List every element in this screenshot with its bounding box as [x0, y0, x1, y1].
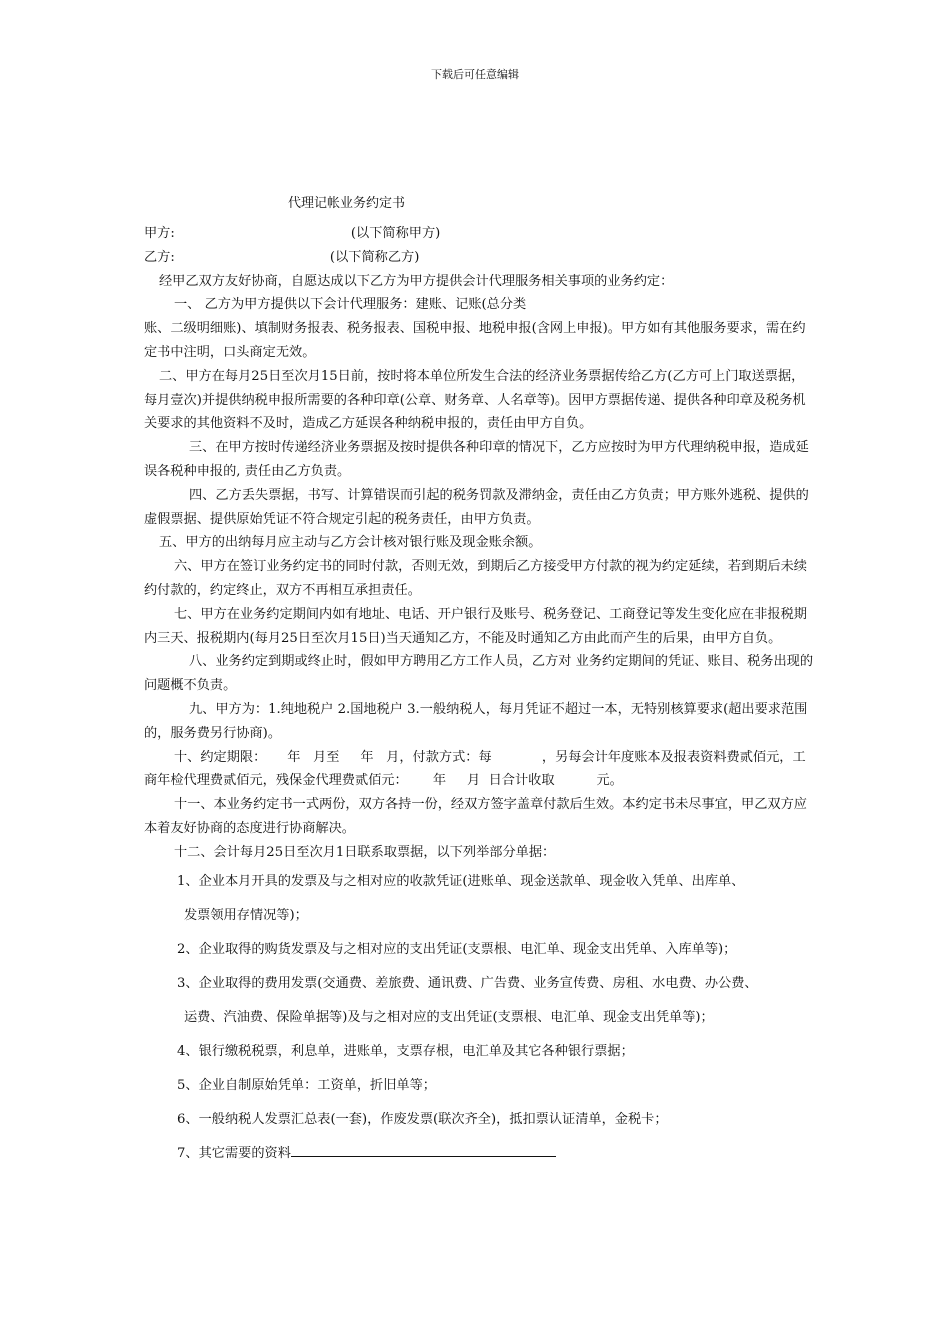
list-item: 4、银行缴税税票，利息单，进账单，支票存根，电汇单及其它各种银行票据； — [177, 1043, 634, 1059]
party-b-line: 乙方: (以下简称乙方) — [144, 249, 420, 265]
list-item-continuation: 运费、汽油费、保险单据等)及与之相对应的支出凭证(支票根、电汇单、现金支出凭单等)； — [184, 1009, 714, 1025]
page-header: 下载后可任意编辑 — [431, 68, 519, 81]
fill-in-underline — [291, 1144, 556, 1157]
clause-11: 十一、本业务约定书一式两份，双方各持一份，经双方签字盖章付款后生效。本约定书未尽事宜，甲乙双方应本着友好协商的态度进行协商解决。 — [144, 797, 807, 836]
clause-4: 四、乙方丢失票据，书写、计算错误而引起的税务罚款及滞纳金，责任由乙方负责；甲方账外逃税、提供的虚假票据、提供原始凭证不符合规定引起的税务责任，由甲方负责。 — [144, 487, 809, 527]
list-item-last — [144, 1137, 816, 1171]
clause-9: 九、甲方为：1.纯地税户 2.国地税户 3.一般纳税人，每月凭证不超过一本，无特别核算要求(超出要求范围的，服务费另行协商)。 — [144, 701, 808, 741]
clause-6: 六、甲方在签订业务约定书的同时付款，否则无效，到期后乙方接受甲方付款的视为约定延续，若到期后未续约付款的，约定终止，双方不再相互承担责任。 — [144, 559, 807, 598]
list-item-continuation: 发票领用存情况等)； — [184, 907, 308, 923]
clause-7: 七、甲方在业务约定期间内如有地址、电话、开户银行及账号、税务登记、工商登记等发生变化应在非报税期内三天、报税期内(每月25日至次月15日)当天通知乙方，不能及时通知乙方由此而产生的后果，由甲方自负。 — [144, 606, 807, 646]
clause-12: 十二、会计每月25日至次月1日联系取票据，以下列举部分单据： — [174, 844, 556, 860]
intro-paragraph: 经甲乙双方友好协商，自愿达成以下乙方为甲方提供会计代理服务相关事项的业务约定： — [159, 273, 674, 289]
clause-2: 二、甲方在每月25日至次月15日前，按时将本单位所发生合法的经济业务票据传给乙方(乙方可上门取送票据，每月壹次)并提供纳税申报所需要的各种印章(公章、财务章、人名章等)。因甲方票据传递、提供各种印章及税务机关要求的其他资料不及时，造成乙方延误各种纳税申报的，责任由甲方自负。 — [144, 368, 806, 432]
clause-5: 五、甲方的出纳每月应主动与乙方会计核对银行账及现金账余额。 — [159, 535, 542, 551]
clause-3: 三、在甲方按时传递经济业务票据及按时提供各种印章的情况下，乙方应按时为甲方代理纳税申报，造成延误各税种申报的, 责任由乙方负责。 — [144, 440, 809, 479]
document-body — [144, 222, 816, 1171]
list-item: 2、企业取得的购货发票及与之相对应的支出凭证(支票根、电汇单、现金支出凭单、入库单等)； — [177, 941, 737, 957]
list-item: 1、企业本月开具的发票及与之相对应的收款凭证(进账单、现金送款单、现金收入凭单、出库单、 — [177, 873, 745, 889]
clause-8: 八、业务约定到期或终止时，假如甲方聘用乙方工作人员，乙方对 业务约定期间的凭证、账目、税务出现的问题概不负责。 — [144, 654, 814, 694]
list-item-text: 7、其它需要的资料 — [177, 1145, 291, 1161]
clause-1-line: 一、 乙方为甲方提供以下会计代理服务：建账、记账(总分类 — [174, 297, 527, 313]
list-item: 6、一般纳税人发票汇总表(一套)，作废发票(联次齐全)，抵扣票认证清单，金税卡； — [177, 1111, 668, 1127]
clause-1-body: 账、二级明细账)、填制财务报表、税务报表、国税申报、地税申报(含网上申报)。甲方如有其他服务要求，需在约定书中注明，口头商定无效。 — [144, 321, 806, 360]
party-a-line: 甲方: (以下简称甲方) — [144, 226, 441, 241]
list-item: 5、企业自制原始凭单：工资单，折旧单等； — [177, 1077, 436, 1093]
clause-10: 十、约定期限： 年 月至 年 月，付款方式：每 ，另每会计年度账本及报表资料费贰佰元，工商年检代理费贰佰元，残保金代理费贰佰元： 年 月 日合计收取 元。 — [144, 749, 806, 789]
document-list — [144, 865, 816, 1171]
document-title: 代理记帐业务约定书 — [288, 196, 406, 211]
list-item: 3、企业取得的费用发票(交通费、差旅费、通讯费、广告费、业务宣传费、房租、水电费、办公费、 — [177, 975, 758, 991]
